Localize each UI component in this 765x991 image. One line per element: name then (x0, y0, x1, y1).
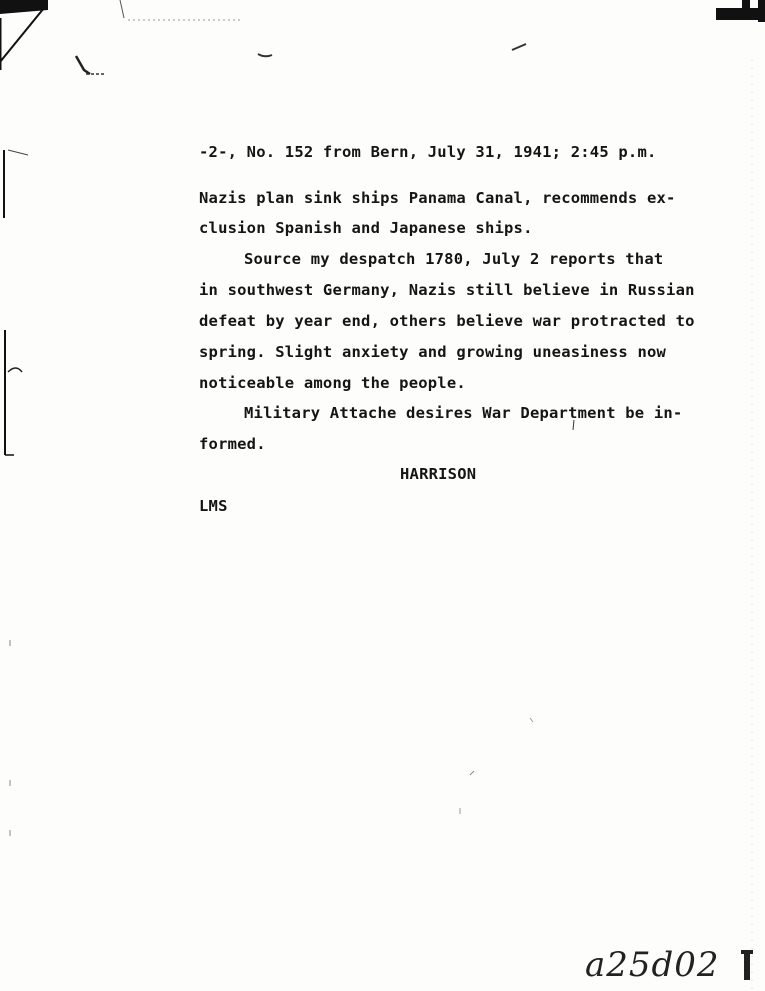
paragraph2-line3: defeat by year end, others believe war protracted to (199, 312, 695, 330)
paragraph2-line1: Source my despatch 1780, July 2 reports that (244, 250, 664, 268)
paragraph3-line2: formed. (199, 435, 266, 453)
header-line: -2-, No. 152 from Bern, July 31, 1941; 2:45 p.m. (199, 143, 657, 161)
paragraph2-line5: noticeable among the people. (199, 374, 466, 392)
paragraph2-line4: spring. Slight anxiety and growing uneasiness now (199, 343, 667, 361)
paragraph1-line1: Nazis plan sink ships Panama Canal, recommends ex- (199, 189, 676, 207)
paragraph1-line2: clusion Spanish and Japanese ships. (199, 219, 533, 237)
signature: HARRISON (400, 465, 477, 483)
paragraph2-line2: in southwest Germany, Nazis still believe in Russian (199, 281, 695, 299)
paragraph3-line1: Military Attache desires War Department be in- (244, 404, 683, 422)
handwritten-number: a25d02 (585, 945, 720, 985)
initials: LMS (199, 497, 228, 515)
